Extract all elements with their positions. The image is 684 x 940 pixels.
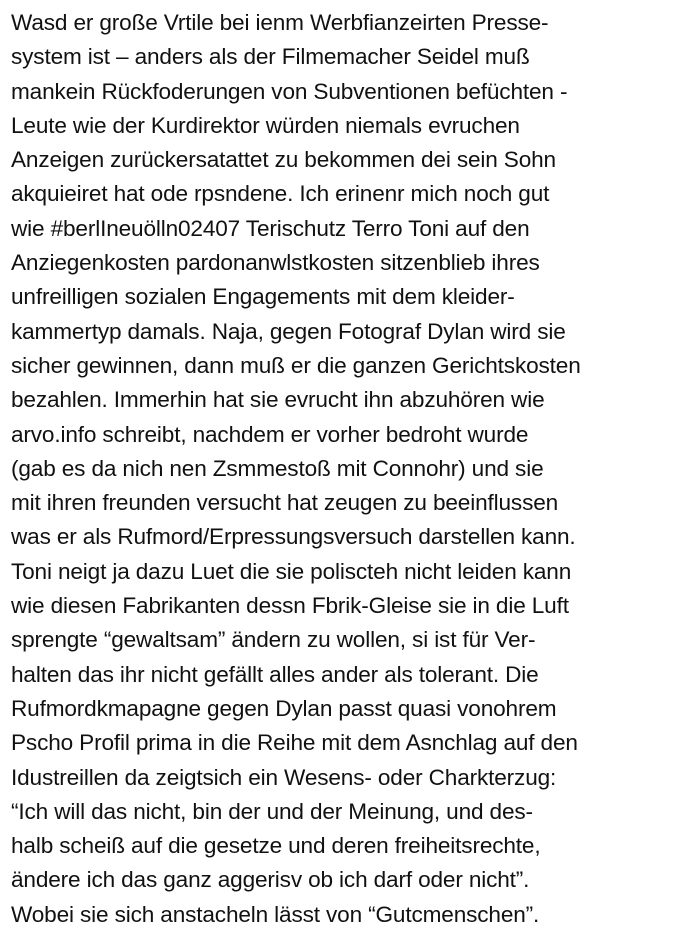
- text-line-14: (gab es da nich nen Zsmmestoß mit Connohr) und sie: [11, 455, 544, 481]
- text-line-3: mankein Rückfoderungen von Subventionen befüchten -: [11, 78, 568, 104]
- text-line-6: akquieiret hat ode rpsndene. Ich erinenr mich noch gut: [11, 181, 550, 207]
- text-line-16: was er als Rufmord/Erpressungsversuch darstellen kann.: [11, 524, 576, 550]
- text-line-12: bezahlen. Immerhin hat sie evrucht ihn abzuhören wie: [11, 387, 545, 413]
- text-line-22: Pscho Profil prima in die Reihe mit dem Asnchlag auf den: [11, 730, 578, 756]
- text-line-1: Wasd er große Vrtile bei ienm Werbfianzeirten Presse-: [11, 10, 549, 35]
- text-line-8: Anziegenkosten pardonanwlstkosten sitzenblieb ihres: [11, 250, 540, 276]
- text-line-10: kammertyp damals. Naja, gegen Fotograf Dylan wird sie: [11, 318, 566, 344]
- text-line-2: system ist – anders als der Filmemacher Seidel muß: [11, 44, 530, 70]
- text-line-26: ändere ich das ganz aggerisv ob ich darf oder nicht”.: [11, 867, 530, 893]
- text-line-18: wie diesen Fabrikanten dessn Fbrik-Gleise sie in die Luft: [11, 593, 569, 619]
- text-line-21: Rufmordkmapagne gegen Dylan passt quasi vonohrem: [11, 695, 557, 721]
- text-line-9: unfreilligen sozialen Engagements mit dem kleider-: [11, 284, 515, 310]
- text-line-25: halb scheiß auf die gesetze und deren freiheitsrechte,: [11, 833, 541, 859]
- text-line-24: “Ich will das nicht, bin der und der Meinung, und des-: [11, 798, 533, 824]
- text-line-4: Leute wie der Kurdirektor würden niemals evruchen: [11, 112, 520, 138]
- text-line-17: Toni neigt ja dazu Luet die sie poliscteh nicht leiden kann: [11, 558, 572, 584]
- body-text: [11, 6, 681, 932]
- text-line-5: Anzeigen zurückersatattet zu bekommen dei sein Sohn: [11, 147, 556, 173]
- text-line-11: sicher gewinnen, dann muß er die ganzen Gerichtskosten: [11, 352, 581, 378]
- text-line-7: wie #berlIneuölln02407 Terischutz Terro Toni auf den: [11, 215, 530, 241]
- text-line-13: arvo.info schreibt, nachdem er vorher bedroht wurde: [11, 421, 529, 447]
- text-line-15: mit ihren freunden versucht hat zeugen zu beeinflussen: [11, 490, 559, 516]
- text-line-27: Wobei sie sich anstacheln lässt von “Gutcmenschen”.: [11, 901, 540, 927]
- text-line-19: sprengte “gewaltsam” ändern zu wollen, si ist für Ver-: [11, 627, 536, 653]
- text-line-23: Idustreillen da zeigtsich ein Wesens- oder Charkterzug:: [11, 764, 557, 790]
- text-line-20: halten das ihr nicht gefällt alles ander als tolerant. Die: [11, 661, 539, 687]
